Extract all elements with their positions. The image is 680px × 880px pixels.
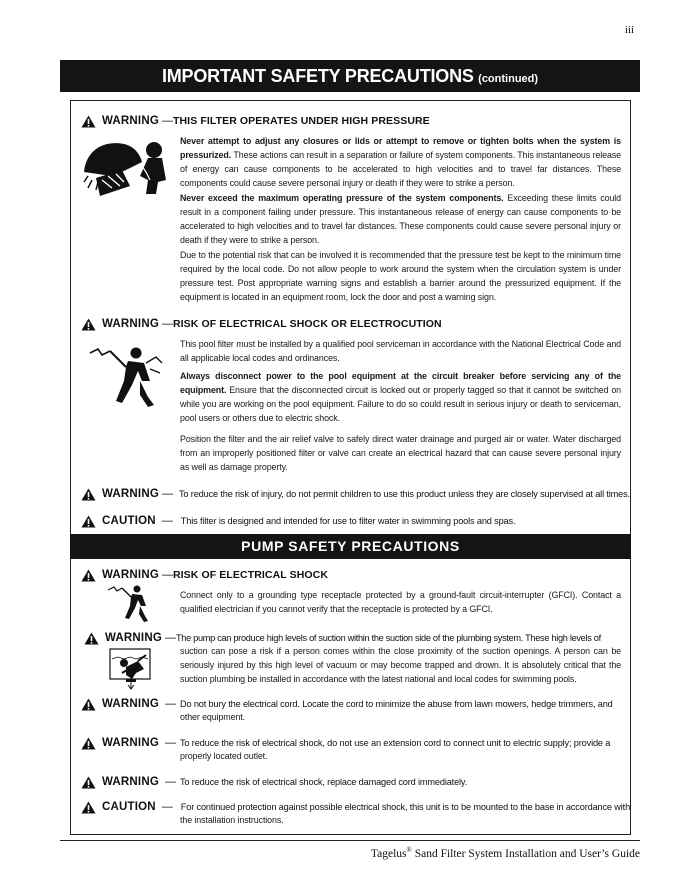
registered-mark: ® — [406, 846, 412, 854]
paragraph — [180, 813, 621, 827]
warning-text-first-line: Do not bury the electrical cord. Locate the cord to minimize the abuse from lawn mowers, hedge trimmers, and — [179, 699, 613, 709]
paragraph-text: Exceeding these limits could result in a component failing under pressure. This instantaneous release of energy can cause components to be accelerated to high velocities and to travel far distances. These components could cause severe personal injury or death if they were to strike a person. — [180, 193, 621, 245]
signal-word: WARNING — [102, 776, 159, 788]
warning-triangle-icon — [81, 115, 96, 128]
warning-text-first-line: To reduce the risk of electrical shock, replace damaged cord immediately. — [179, 777, 468, 787]
warning-triangle-icon — [81, 515, 96, 528]
dash: — — [164, 632, 176, 644]
warning-line-electrical-shock — [81, 568, 328, 582]
electrical-shock-icon — [108, 584, 156, 631]
warning-triangle-icon — [81, 698, 96, 711]
paragraph-text: properly located outlet. — [180, 751, 268, 761]
warning-line-extension-cord — [81, 736, 610, 750]
signal-word: WARNING — [102, 698, 159, 710]
dash: — — [161, 801, 173, 813]
dash: — — [161, 488, 173, 500]
signal-word: WARNING — [102, 569, 159, 581]
bold-lead: Always disconnect power to the pool equipment at the circuit breaker before servicing any of the equipment. — [180, 371, 621, 395]
caution-text: This filter is designed and intended for use to filter water in swimming pools and spas. — [180, 516, 516, 526]
caution-line-filter-use — [81, 514, 515, 528]
paragraph-text: Connect only to a grounding type receptacle protected by a ground-fault circuit-interrupter (GFCI). Contact a qualified electrician if you cannot verify that the receptacle is protected by a GFCI. — [180, 590, 621, 614]
electrocution-icon — [88, 345, 168, 422]
page-number: iii — [624, 24, 634, 36]
paragraph — [180, 432, 621, 474]
warning-triangle-icon — [81, 569, 96, 582]
pump-section-title: PUMP SAFETY PRECAUTIONS — [70, 534, 631, 559]
warning-text-first-line: To reduce the risk of electrical shock, do not use an extension cord to connect unit to electric supply; provide a — [179, 738, 611, 748]
signal-word: CAUTION — [102, 515, 156, 527]
warning-triangle-icon — [84, 632, 99, 645]
paragraph — [180, 710, 621, 724]
warning-line-high-pressure — [81, 114, 430, 128]
signal-word: CAUTION — [102, 801, 156, 813]
paragraph-text: This pool filter must be installed by a qualified pool serviceman in accordance with the National Electrical Code and all applicable local codes and ordinances. — [180, 339, 621, 363]
page-title-bar — [60, 60, 640, 92]
warning-text: To reduce the risk of injury, do not permit children to use this product unless they are closely supervised at all times. — [178, 489, 630, 499]
warning-line-damaged-cord — [81, 775, 467, 789]
warning-triangle-icon — [81, 318, 96, 331]
dash: — — [164, 776, 176, 788]
paragraph — [180, 644, 621, 686]
warning-triangle-icon — [81, 488, 96, 501]
warning-triangle-icon — [81, 737, 96, 750]
footer-title: Sand Filter System Installation and User’s Guide — [411, 847, 640, 860]
paragraph-text: the installation instructions. — [180, 815, 284, 825]
paragraph — [180, 369, 621, 425]
paragraph — [180, 337, 621, 365]
paragraph — [180, 248, 621, 304]
footer-rule — [60, 840, 640, 841]
footer — [371, 846, 640, 860]
dash: — — [161, 318, 173, 330]
dash: — — [161, 515, 173, 527]
warning-text-first-line: The pump can produce high levels of suction within the suction side of the plumbing system. These high levels of — [175, 633, 601, 643]
warning-line-bury-cord — [81, 697, 613, 711]
suction-entrapment-icon — [108, 647, 158, 696]
caution-line-mounting — [81, 800, 630, 814]
warning-line-suction — [84, 631, 601, 645]
warning-line-children — [81, 487, 630, 501]
signal-word: WARNING — [102, 115, 159, 127]
signal-word: WARNING — [105, 632, 162, 644]
paragraph-text: These actions can result in a separation or failure of system components. This instantaneous release of energy can cause components to be accelerated to high velocities and to travel far distances. These components could cause severe personal injury or death if they were to strike a person. — [180, 150, 621, 188]
page-title: IMPORTANT SAFETY PRECAUTIONS — [161, 66, 474, 86]
dash: — — [164, 737, 176, 749]
caution-text-first-line: For continued protection against possible electrical shock, this unit is to be mounted to the base in accordance with — [180, 802, 631, 812]
paragraph-text: Position the filter and the air relief valve to safely direct water drainage and purged air or water. Water discharged from an improperly positioned filter or valve can create an electrical hazard that can cause severe personal injury as well as damage property. — [180, 434, 621, 472]
signal-word: WARNING — [102, 488, 159, 500]
warning-heading: RISK OF ELECTRICAL SHOCK — [172, 569, 329, 581]
high-pressure-icon — [82, 136, 172, 203]
paragraph — [180, 191, 621, 247]
paragraph-text: suction can pose a risk if a person comes within the close proximity of the suction openings. A person can be seriously injured by this high level of vacuum or may become trapped and drown. It is absolutely critical that the suction plumbing be installed in accordance with the latest national and local codes for swimming pools. — [180, 646, 621, 684]
warning-heading: THIS FILTER OPERATES UNDER HIGH PRESSURE — [172, 115, 430, 127]
warning-triangle-icon — [81, 776, 96, 789]
paragraph — [180, 134, 621, 190]
paragraph-text: Due to the potential risk that can be involved it is recommended that the pressure test be kept to the minimum time required by the local code. Do not allow people to work around the system when the circulation system is under pressure test. Post appropriate warning signs and establish a barrier around the pressurized equipment. If the equipment is located in an equipment room, lock the door and post a warning sign. — [180, 250, 621, 302]
warning-heading: RISK OF ELECTRICAL SHOCK OR ELECTROCUTION — [172, 318, 442, 330]
signal-word: WARNING — [102, 737, 159, 749]
bold-lead: Never exceed the maximum operating pressure of the system components. — [180, 193, 504, 203]
dash: — — [161, 569, 173, 581]
footer-brand: Tagelus — [370, 847, 407, 860]
paragraph — [180, 749, 621, 763]
dash: — — [161, 115, 173, 127]
paragraph-text: other equipment. — [180, 712, 246, 722]
paragraph — [180, 588, 621, 616]
warning-line-electrocution — [81, 317, 442, 331]
dash: — — [164, 698, 176, 710]
signal-word: WARNING — [102, 318, 159, 330]
warning-triangle-icon — [81, 801, 96, 814]
paragraph-text: Ensure that the disconnected circuit is locked out or properly tagged so that it cannot be switched on while you are working on the pool equipment. Failure to do so could result in serious injury or death to serviceman, pool users or others due to electric shock. — [180, 385, 621, 423]
bold-lead: Never attempt to adjust any closures or lids or attempt to remove or tighten bolts when the system is pressurized. — [180, 136, 621, 160]
page-title-suffix: (continued) — [478, 73, 539, 85]
